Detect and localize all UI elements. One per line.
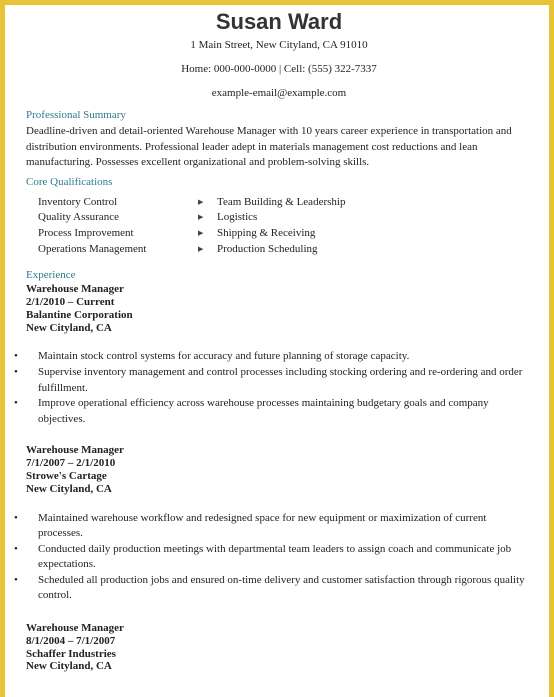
- qualification-item: Inventory Control: [38, 195, 118, 208]
- bullet-icon: •: [14, 365, 18, 378]
- duty-item: [14, 349, 532, 365]
- job-company: Strowe's Cartage: [26, 469, 107, 482]
- phone-line: Home: 000-000-0000 | Cell: (555) 322-7337: [181, 63, 377, 75]
- job-duties: [14, 349, 532, 427]
- bullet-icon: •: [14, 573, 18, 586]
- experience-heading: Experience: [26, 269, 76, 282]
- job-title: Warehouse Manager: [26, 622, 124, 635]
- duty-item: [14, 365, 532, 396]
- qualification-item: Process Improvement: [38, 226, 134, 239]
- bullet-icon: •: [14, 350, 18, 363]
- arrow-bullet-icon: ▶: [198, 197, 204, 206]
- summary-text: Deadline-driven and detail-oriented Warehouse Manager with 10 years career experience in transportation and distribution environments. Professional leader adept in materials management cost reductions and lean manufacturing. Possesses excellent organizational and problem-solving skills.: [26, 125, 512, 169]
- bullet-icon: •: [14, 542, 18, 555]
- bullet-icon: •: [14, 511, 18, 524]
- job-duties: [14, 511, 532, 605]
- job-location: New Cityland, CA: [26, 660, 112, 673]
- job-dates: 2/1/2010 – Current: [26, 295, 115, 308]
- duty-text: Scheduled all production jobs and ensured on-time delivery and customer satisfaction through rigorous quality control.: [38, 573, 525, 602]
- duty-item: [14, 396, 532, 427]
- qualification-label: Production Scheduling: [217, 242, 318, 255]
- qualification-label: Logistics: [217, 211, 258, 224]
- duty-item: [14, 573, 532, 604]
- arrow-bullet-icon: ▶: [198, 228, 204, 237]
- job-title: Warehouse Manager: [26, 283, 124, 296]
- qualification-item: [198, 242, 345, 258]
- qualification-item: Quality Assurance: [38, 211, 119, 224]
- qualification-label: Shipping & Receiving: [217, 226, 316, 239]
- arrow-bullet-icon: ▶: [198, 213, 204, 222]
- duty-text: Maintained warehouse workflow and redesigned space for new equipment or maximization of current processes.: [38, 511, 487, 540]
- duty-text: Supervise inventory management and control processes including stocking ordering and re-ordering and order fulfillment.: [38, 365, 523, 394]
- job-company: Balantine Corporation: [26, 308, 133, 321]
- duty-item: [14, 542, 532, 573]
- job-entry: [14, 444, 532, 604]
- duty-text: Conducted daily production meetings with departmental team leaders to assign coach and communicate job expectations.: [38, 542, 512, 571]
- qualification-label: Team Building & Leadership: [217, 195, 346, 208]
- bullet-icon: •: [14, 397, 18, 410]
- candidate-name: Susan Ward: [215, 9, 343, 34]
- job-dates: 8/1/2004 – 7/1/2007: [26, 634, 116, 647]
- job-entry: [14, 283, 532, 427]
- qualification-item: [198, 210, 345, 226]
- qualification-item: Operations Management: [38, 242, 147, 255]
- qualifications-left-column: [26, 195, 198, 257]
- qualification-item: [198, 195, 345, 211]
- job-location: New Cityland, CA: [26, 482, 112, 495]
- qualifications-right-column: [198, 195, 345, 257]
- duty-text: Maintain stock control systems for accuracy and future planning of storage capacity.: [38, 350, 410, 363]
- qualification-item: [198, 226, 345, 242]
- duty-item: [14, 511, 532, 542]
- email-line: example-email@example.com: [211, 87, 347, 99]
- summary-heading: Professional Summary: [26, 109, 126, 121]
- qualifications-heading: Core Qualifications: [26, 175, 113, 188]
- duty-text: Improve operational efficiency across warehouse processes maintaining budgetary goals and company objectives.: [38, 397, 489, 425]
- address-line: 1 Main Street, New Cityland, CA 91010: [190, 39, 368, 51]
- job-company: Schaffer Industries: [26, 647, 116, 660]
- job-entry: [26, 622, 532, 673]
- job-title: Warehouse Manager: [26, 444, 124, 457]
- resume-document: [14, 8, 532, 673]
- qualifications-list: [26, 195, 532, 257]
- arrow-bullet-icon: ▶: [198, 244, 204, 253]
- job-dates: 7/1/2007 – 2/1/2010: [26, 457, 116, 470]
- job-location: New Cityland, CA: [26, 321, 112, 334]
